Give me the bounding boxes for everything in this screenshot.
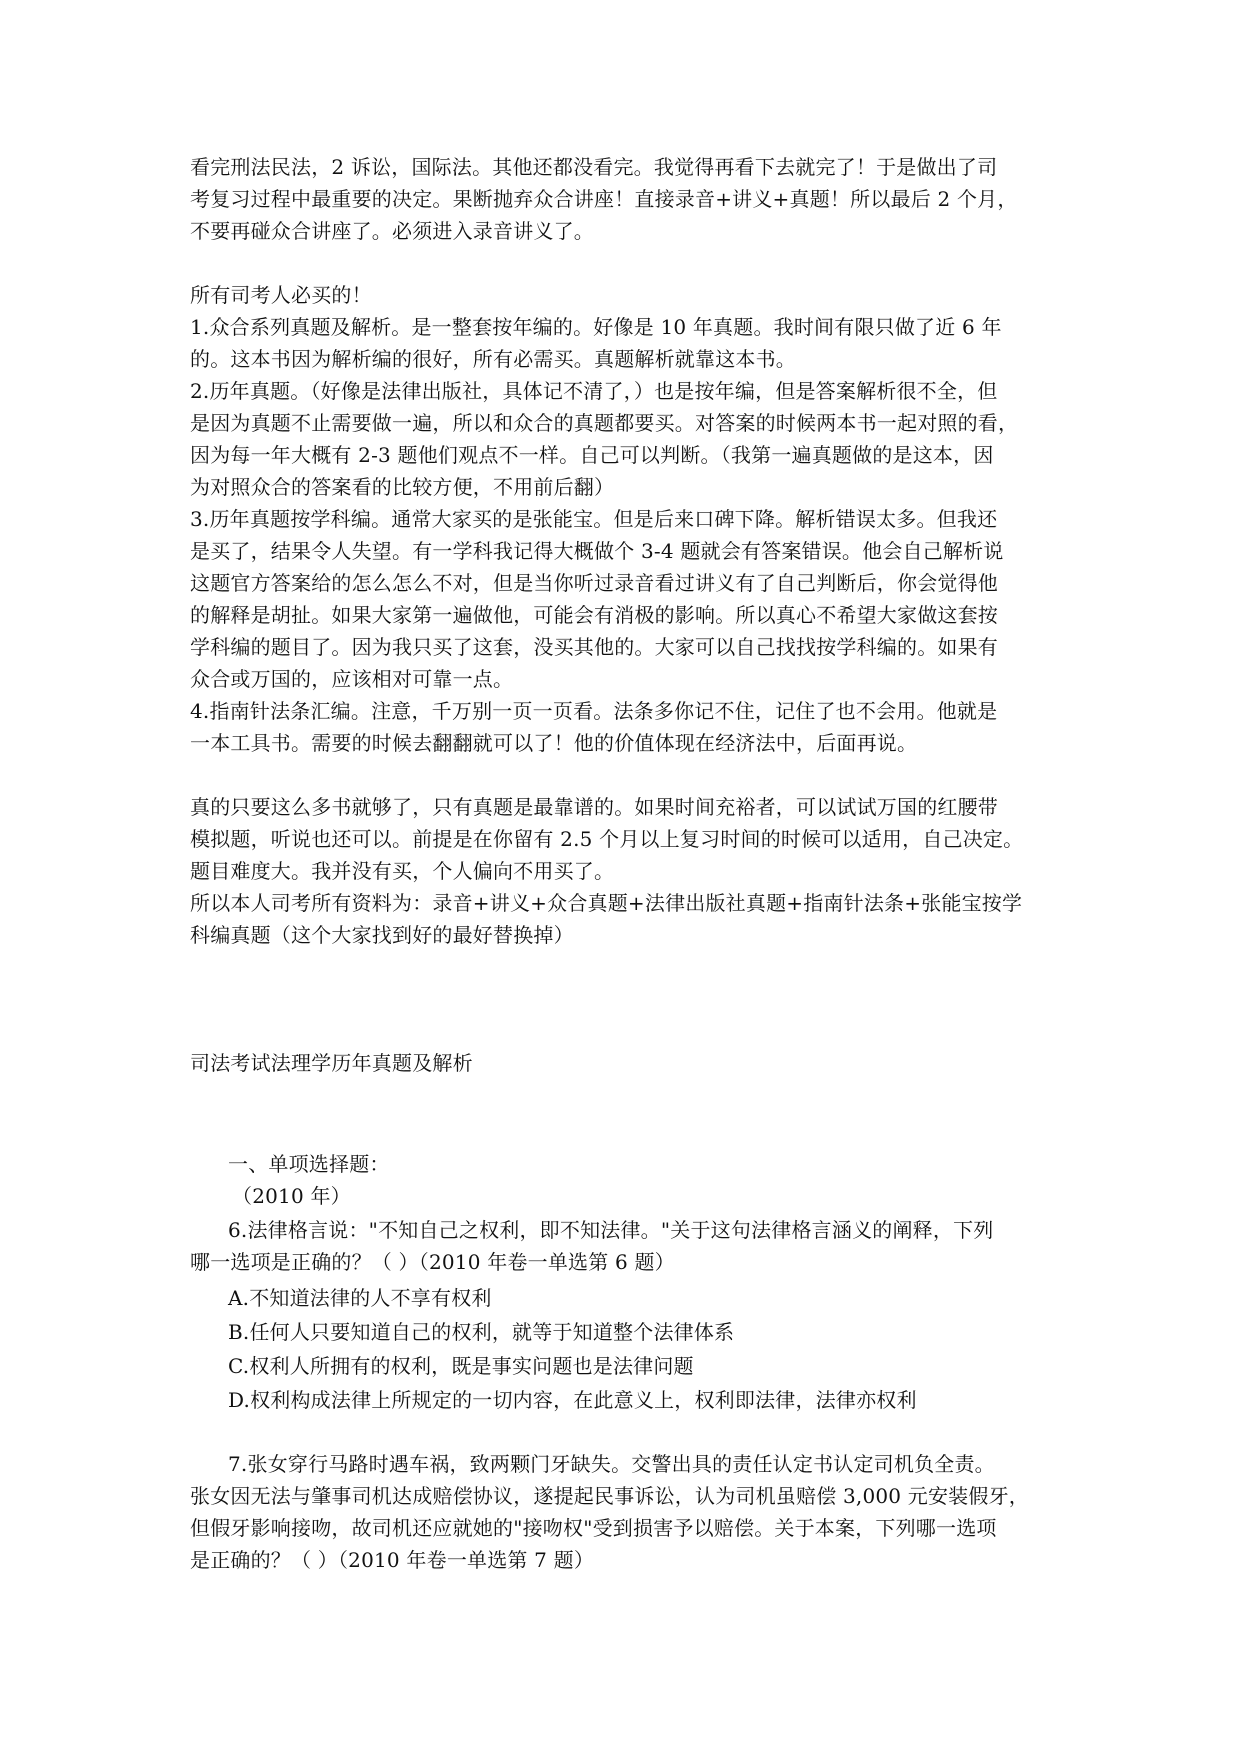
question-6-line-1: 6.法律格言说："不知自己之权利，即不知法律。"关于这句法律格言涵义的阐释，下列: [228, 1218, 994, 1242]
question-6-option-a: A.不知道法律的人不享有权利: [228, 1286, 492, 1310]
item-4-line-1: 4.指南针法条汇编。注意，千万别一页一页看。法条多你记不住，记住了也不会用。他就是: [190, 699, 998, 723]
item-2-line-3: 因为每一年大概有 2-3 题他们观点不一样。自己可以判断。（我第一遍真题做的是这本，因: [190, 443, 994, 467]
item-1-line-1: 1.众合系列真题及解析。是一整套按年编的。好像是 10 年真题。我时间有限只做了近 6 年: [190, 315, 1002, 339]
item-4-line-2: 一本工具书。需要的时候去翻翻就可以了！他的价值体现在经济法中，后面再说。: [190, 731, 918, 755]
summary-line-2: 模拟题，听说也还可以。前提是在你留有 2.5 个月以上复习时间的时候可以适用，自己决定。: [190, 827, 1024, 851]
item-3-line-6: 众合或万国的，应该相对可靠一点。: [190, 667, 514, 691]
year-label: （2010 年）: [232, 1184, 351, 1208]
item-2-line-2: 是因为真题不止需要做一遍，所以和众合的真题都要买。对答案的时候两本书一起对照的看，: [190, 411, 1019, 435]
intro-line-3: 不要再碰众合讲座了。必须进入录音讲义了。: [190, 219, 594, 243]
item-1-line-2: 的。这本书因为解析编的很好，所有必需买。真题解析就靠这本书。: [190, 347, 796, 371]
item-3-line-1: 3.历年真题按学科编。通常大家买的是张能宝。但是后来口碑下降。解析错误太多。但我还: [190, 507, 998, 531]
question-6-option-b: B.任何人只要知道自己的权利，就等于知道整个法律体系: [228, 1320, 735, 1344]
question-6-option-d: D.权利构成法律上所规定的一切内容，在此意义上，权利即法律，法律亦权利: [228, 1388, 917, 1412]
item-3-line-3: 这题官方答案给的怎么怎么不对，但是当你听过录音看过讲义有了自己判断后，你会觉得他: [190, 571, 998, 595]
question-7-line-3: 但假牙影响接吻，故司机还应就她的"接吻权"受到损害予以赔偿。关于本案，下列哪一选项: [190, 1516, 997, 1540]
part-heading: 一、单项选择题：: [228, 1152, 390, 1176]
item-2-line-1: 2.历年真题。（好像是法律出版社，具体记不清了，）也是按年编，但是答案解析很不全，但: [190, 379, 998, 403]
question-7-line-1: 7.张女穿行马路时遇车祸，致两颗门牙缺失。交警出具的责任认定书认定司机负全责。: [228, 1452, 995, 1476]
question-7-line-2: 张女因无法与肇事司机达成赔偿协议，遂提起民事诉讼，认为司机虽赔偿 3,000 元安装假牙，: [190, 1484, 1029, 1508]
intro-line-1: 看完刑法民法，2 诉讼，国际法。其他还都没看完。我觉得再看下去就完了！于是做出了司: [190, 155, 998, 179]
question-6-line-2: 哪一选项是正确的？（ ）（2010 年卷一单选第 6 题）: [190, 1250, 675, 1274]
item-3-line-5: 学科编的题目了。因为我只买了这套，没买其他的。大家可以自己找找按学科编的。如果有: [190, 635, 998, 659]
question-7-line-4: 是正确的？（ ）（2010 年卷一单选第 7 题）: [190, 1548, 595, 1572]
question-6-option-c: C.权利人所拥有的权利，既是事实问题也是法律问题: [228, 1354, 694, 1378]
must-buy-heading: 所有司考人必买的！: [190, 283, 372, 307]
summary-line-3: 题目难度大。我并没有买，个人偏向不用买了。: [190, 859, 615, 883]
section-title: 司法考试法理学历年真题及解析: [190, 1051, 473, 1075]
summary-line-4: 所以本人司考所有资料为：录音+讲义+众合真题+法律出版社真题+指南针法条+张能宝按学: [190, 891, 1023, 915]
summary-line-5: 科编真题（这个大家找到好的最好替换掉）: [190, 923, 574, 947]
item-3-line-4: 的解释是胡扯。如果大家第一遍做他，可能会有消极的影响。所以真心不希望大家做这套按: [190, 603, 998, 627]
item-3-line-2: 是买了，结果令人失望。有一学科我记得大概做个 3-4 题就会有答案错误。他会自己解析说: [190, 539, 1004, 563]
intro-line-2: 考复习过程中最重要的决定。果断抛弃众合讲座！直接录音+讲义+真题！所以最后 2 个月，: [190, 187, 1018, 211]
item-2-line-4: 为对照众合的答案看的比较方便，不用前后翻）: [190, 475, 615, 499]
summary-line-1: 真的只要这么多书就够了，只有真题是最靠谱的。如果时间充裕者，可以试试万国的红腰带: [190, 795, 998, 819]
